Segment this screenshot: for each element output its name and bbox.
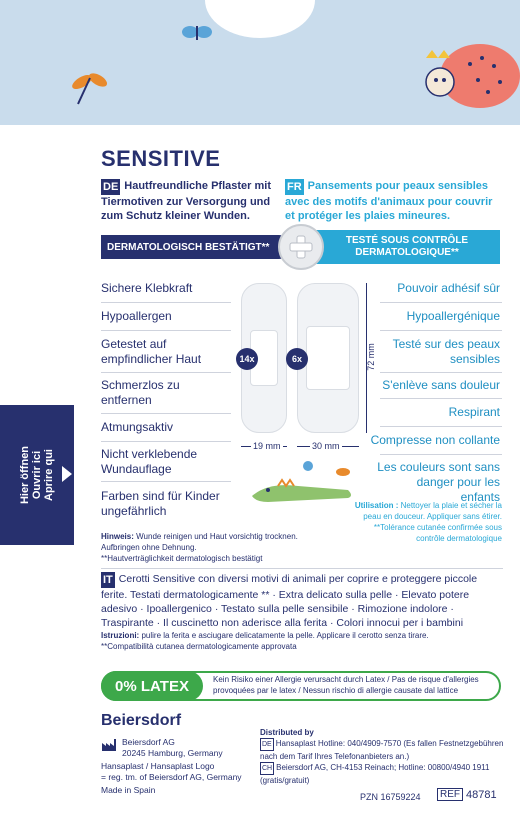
utilisation-label: Utilisation : — [354, 501, 399, 510]
latex-badge: 0% LATEX — [101, 671, 203, 701]
address-line-1: Beiersdorf AG — [122, 737, 175, 747]
istruzioni-note: **Compatibilità cutanea dermatologicamente approvata — [101, 642, 297, 651]
feature-de-1: Sichere Klebkraft — [101, 281, 193, 295]
derm-banner-fr: TESTÉ SOUS CONTRÔLE DERMATOLOGIQUE** — [300, 230, 500, 264]
feature-fr-6: Compresse non collante — [370, 433, 500, 447]
utilisation-note: **Tolérance cutanée confirmée sous contrôle dermatologique — [373, 523, 502, 543]
description-de-text: Hautfreundliche Pflaster mit Tiermotiven zur Versorgung und zum Schutz kleiner Wunden. — [101, 180, 271, 222]
feature-fr-2: Hypoallergénique — [406, 309, 500, 323]
height-label: 72 mm — [365, 343, 376, 371]
open-here-de: Hier öffnen — [19, 445, 31, 505]
istruzioni — [101, 630, 503, 652]
hinweis-note: **Hautverträglichkeit dermatologisch bestätigt — [101, 554, 263, 563]
divider — [380, 372, 502, 373]
utilisation-text: Nettoyer la plaie et sécher la peau en douceur. Appliquer sans étirer. — [363, 501, 502, 521]
feature-fr-7: Les couleurs sont sans danger pour les enfants — [377, 460, 500, 504]
medical-cross-icon — [278, 224, 324, 270]
feature-fr-4: S'enlève sans douleur — [382, 378, 500, 392]
product-title: SENSITIVE — [101, 146, 221, 171]
open-here-fr: Ouvrir ici — [31, 450, 43, 500]
feature-de-6: Nicht verklebende Wundauflage — [101, 447, 198, 476]
hinweis-label: Hinweis: — [101, 532, 134, 541]
divider — [380, 454, 502, 455]
manufacturer-address — [122, 737, 223, 759]
pzn-code: PZN 16759224 — [360, 792, 421, 802]
divider — [380, 398, 502, 399]
ref-code — [437, 788, 497, 801]
ref-value: 48781 — [466, 788, 497, 801]
small-count-badge: 14x — [236, 348, 258, 370]
hinweis-text: Wunde reinigen und Haut vorsichtig trocknen. Aufbringen ohne Dehnung. — [101, 532, 298, 552]
distributed-title: Distributed by — [260, 728, 314, 737]
address-line-2: 20245 Hamburg, Germany — [122, 748, 223, 758]
feature-fr-3: Testé sur des peaux sensibles — [392, 337, 500, 366]
open-here-it: Aprire qui — [43, 449, 55, 501]
divider — [380, 426, 502, 427]
feature-de-4: Schmerzlos zu entfernen — [101, 378, 180, 407]
lang-badge-it: IT — [103, 574, 113, 586]
divider — [101, 441, 231, 442]
latex-text: Kein Risiko einer Allergie verursacht durch Latex / Pas de risque d'allergies provoquées par le latex / Nessun rischio di allergie causate dal lattice — [213, 675, 479, 695]
trademark-line-1: Hansaplast / Hansaplast Logo — [101, 761, 215, 771]
small-width-label: 19 mm — [253, 441, 281, 451]
butterfly-illustration — [180, 22, 214, 46]
manufacturer-icon — [101, 738, 117, 752]
feature-de-7: Farben sind für Kinder ungefährlich — [101, 489, 220, 518]
large-count-badge: 6x — [286, 348, 308, 370]
divider — [380, 302, 502, 303]
plaster-large-pad — [306, 326, 350, 390]
de-box: DE — [260, 738, 274, 751]
lang-badge-de: DE — [103, 181, 119, 193]
ch-hotline: Beiersdorf AG, CH-4153 Reinach; Hotline: 00800/4940 1911 (gratis/gratuit) — [260, 763, 490, 785]
divider — [101, 330, 231, 331]
open-arrow-icon — [62, 466, 72, 482]
divider — [101, 481, 231, 482]
description-it — [101, 572, 503, 652]
istruzioni-text: pulire la ferita e asciugare delicatamente la pelle. Applicare il cerotto senza tirare. — [141, 631, 429, 640]
description-fr-text: Pansements pour peaux sensibles avec des motifs d'animaux pour couvrir et protéger les plaies mineures. — [285, 180, 493, 222]
dragonfly-illustration — [68, 68, 114, 108]
made-in: Made in Spain — [101, 785, 156, 795]
divider — [101, 302, 231, 303]
istruzioni-label: Istruzioni: — [101, 631, 140, 640]
trademark-note — [101, 761, 242, 783]
description-de — [101, 179, 281, 223]
trademark-line-2: = reg. tm. of Beiersdorf AG, Germany — [101, 772, 242, 782]
de-hotline: Hansaplast Hotline: 040/4909-7570 (Es fallen Festnetzgebühren nach dem Tarif Ihres Telefonanbieters an.) — [260, 739, 504, 761]
divider — [101, 568, 503, 569]
crocodile-illustration — [248, 456, 358, 512]
feature-de-3: Getestet auf empfindlicher Haut — [101, 337, 202, 366]
hinweis-de — [101, 531, 301, 564]
description-it-text: Cerotti Sensitive con diversi motivi di animali per coprire e proteggere piccole ferite. Testati dermatologicamente ** · Extra delicato sulla pelle · Elevato potere adesivo · Ipoallergenico · Testato sulla pelle sensibile · Rimozione indolore · Traspirante · Il cuscinetto non aderisce alla ferita · Colori innocui per i bambini — [101, 573, 478, 629]
divider — [380, 330, 502, 331]
ladybug-illustration — [418, 36, 520, 108]
feature-fr-5: Respirant — [448, 405, 500, 419]
ch-box: CH — [260, 762, 274, 775]
large-width-label: 30 mm — [312, 441, 340, 451]
brand-logo: Beiersdorf — [101, 712, 182, 729]
feature-de-2: Hypoallergen — [101, 309, 172, 323]
feature-de-5: Atmungsaktiv — [101, 420, 174, 434]
divider — [101, 372, 231, 373]
derm-banner-de: DERMATOLOGISCH BESTÄTIGT** — [101, 235, 291, 259]
utilisation-fr — [350, 500, 502, 544]
feature-fr-1: Pouvoir adhésif sûr — [397, 281, 500, 295]
lang-badge-fr: FR — [287, 181, 302, 193]
description-fr — [285, 179, 500, 223]
divider — [101, 413, 231, 414]
distributor-info — [260, 727, 510, 786]
ref-label: REF — [437, 788, 463, 801]
